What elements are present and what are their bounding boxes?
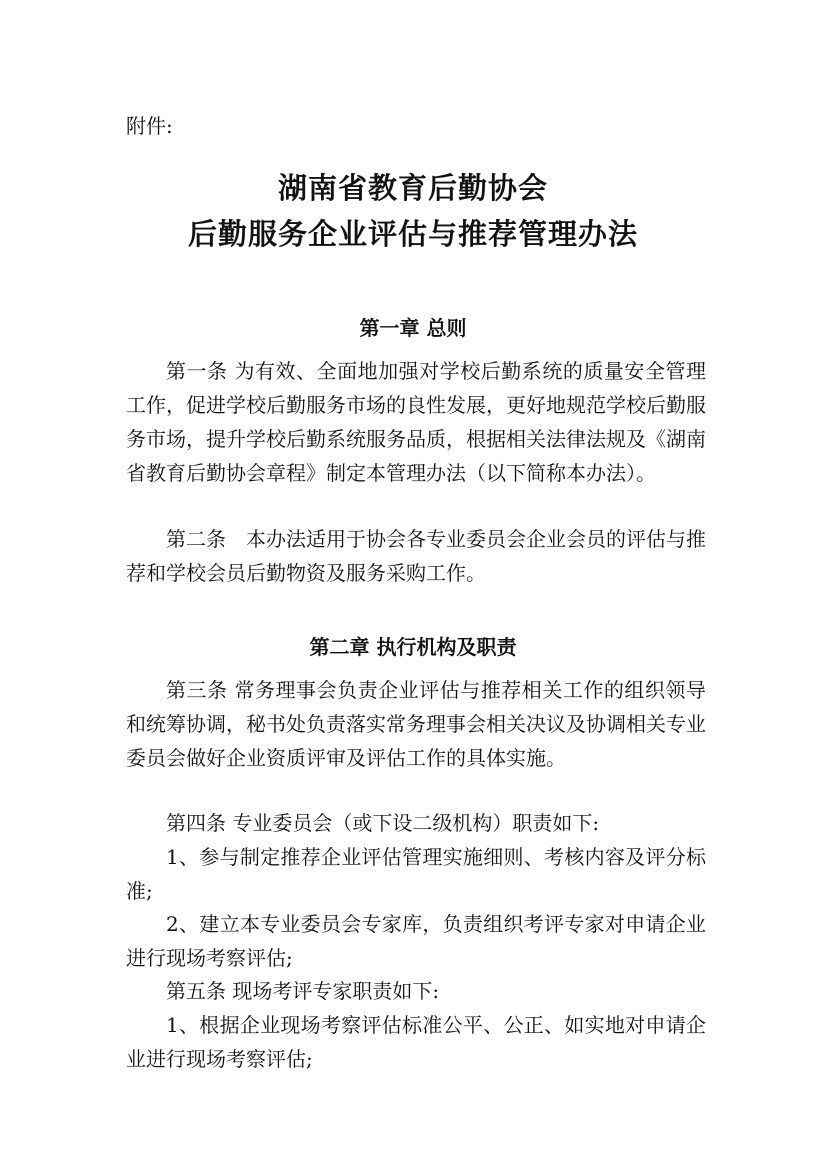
article-5-text: 现场考评专家职责如下: — [226, 979, 440, 1003]
article-4-item-1: 1、参与制定推荐企业评估管理实施细则、考核内容及评分标准; — [126, 845, 706, 903]
article-5-number: 第五条 — [166, 979, 226, 1003]
article-3-number: 第三条 — [166, 678, 228, 702]
article-2-text: 本办法适用于协会各专业委员会企业会员的评估与推荐和学校会员后勤物资及服务采购工作。 — [126, 527, 706, 585]
article-2 — [126, 522, 706, 590]
article-1 — [126, 354, 706, 490]
document-title-line-2: 后勤服务企业评估与推荐管理办法 — [187, 217, 638, 251]
article-1-text: 为有效、全面地加强对学校后勤系统的质量安全管理工作，促进学校后勤服务市场的良性发展，更好地规范学校后勤服务市场，提升学校后勤系统服务品质，根据相关法律法规及《湖南省教育后勤协会章程》制定本管理办法（以下简称本办法）。 — [126, 359, 707, 485]
attachment-label: 附件: — [126, 114, 173, 138]
article-4-number: 第四条 — [166, 811, 226, 835]
article-3-text: 常务理事会负责企业评估与推荐相关工作的组织领导和统筹协调，秘书处负责落实常务理事会相关决议及协调相关专业委员会做好企业资质评审及评估工作的具体实施。 — [126, 678, 707, 770]
article-4-item-2: 2、建立本专业委员会专家库，负责组织考评专家对申请企业进行现场考察评估; — [126, 912, 706, 970]
chapter-1-heading: 第一章 总则 — [359, 316, 467, 340]
article-2-number: 第二条 — [166, 527, 226, 551]
article-4 — [126, 806, 706, 840]
article-1-number: 第一条 — [166, 359, 228, 383]
article-5 — [126, 974, 706, 1008]
document-title-line-1: 湖南省教育后勤协会 — [277, 171, 548, 205]
chapter-2-heading: 第二章 执行机构及职责 — [309, 635, 517, 659]
article-4-text: 专业委员会（或下设二级机构）职责如下: — [226, 811, 600, 835]
article-3 — [126, 673, 706, 775]
article-5-item-1: 1、根据企业现场考察评估标准公平、公正、如实地对申请企业进行现场考察评估; — [126, 1013, 706, 1071]
